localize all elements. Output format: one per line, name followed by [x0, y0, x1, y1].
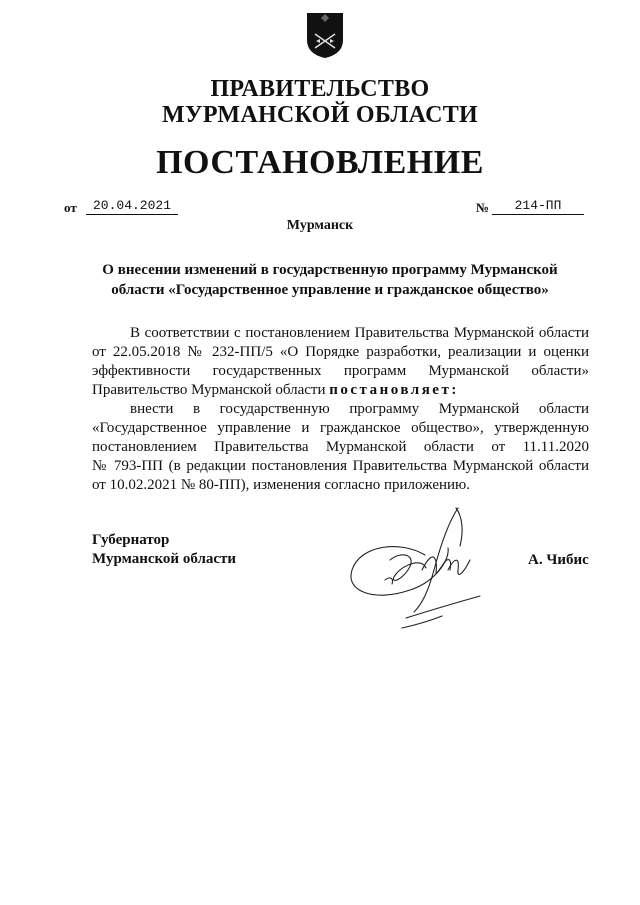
signatory-title-line1: Губернатор: [92, 532, 170, 548]
body-line: В соответствии с постановлением Правительства Мурманской области: [130, 325, 589, 341]
body-line: от 22.05.2018 № 232-ПП/5 «О Порядке разработки, реализации и оценки: [92, 344, 589, 360]
number-prefix: №: [476, 200, 490, 215]
subject-line-1: О внесении изменений в государственную программу Мурманской: [102, 262, 558, 278]
signer-name: А. Чибис: [528, 552, 589, 568]
document-type-title: ПОСТАНОВЛЕНИЕ: [156, 144, 484, 181]
body-line: № 793-ПП (в редакции постановления Правительства Мурманской области: [92, 458, 589, 474]
subject-line-2: области «Государственное управление и гражданское общество»: [111, 282, 549, 298]
body-line: постановлением Правительства Мурманской области от 11.11.2020: [92, 439, 589, 455]
org-name-line1: ПРАВИТЕЛЬСТВО: [210, 76, 430, 102]
body-line: от 10.02.2021 № 80-ПП), изменения согласно приложению.: [92, 477, 470, 493]
org-name-line2: МУРМАНСКОЙ ОБЛАСТИ: [162, 102, 478, 128]
body-line: эффективности государственных программ Мурманской области»: [92, 363, 589, 379]
coat-of-arms-icon: [305, 10, 345, 60]
body-line: «Государственное управление и гражданское общество», утвержденную: [92, 420, 589, 436]
city-name: Мурманск: [286, 218, 354, 233]
handwritten-signature: [330, 500, 500, 640]
body-line-text: Правительство Мурманской области: [92, 382, 330, 398]
date-prefix: от: [64, 200, 77, 215]
body-line: [92, 381, 589, 399]
document-date: 20.04.2021: [86, 198, 178, 215]
body-line: внести в государственную программу Мурманской области: [130, 401, 589, 417]
document-number: 214-ПП: [492, 198, 584, 215]
signatory-title-line2: Мурманской области: [92, 551, 237, 567]
decree-keyword: постановляет:: [329, 382, 459, 398]
